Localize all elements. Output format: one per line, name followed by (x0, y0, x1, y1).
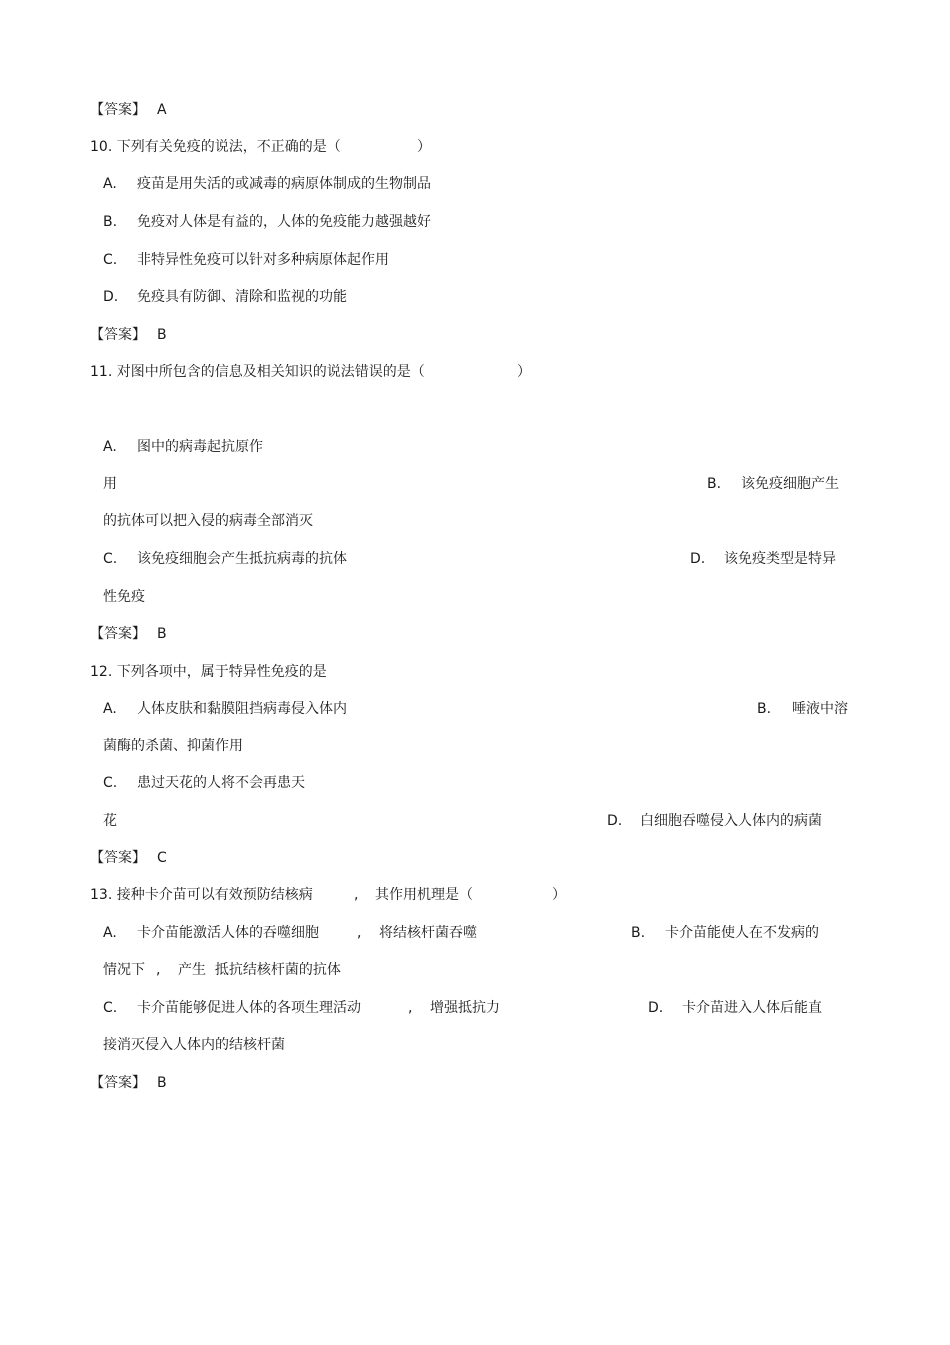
option-text-continued: 产生 抵抗结核杆菌的抗体 (178, 962, 341, 978)
option-text: 免疫具有防御、清除和监视的功能 (137, 289, 347, 305)
question-stem-close: ） (552, 887, 566, 903)
option-text-continued: 接消灭侵入人体内的结核杆菌 (103, 1037, 285, 1053)
question-stem: 10. 下列有关免疫的说法，不正确的是（ (90, 139, 341, 155)
question-stem: 12. 下列各项中，属于特异性免疫的是 (90, 664, 327, 680)
question-stem-comma: , (354, 887, 359, 903)
option-letter: A. (103, 925, 117, 941)
option-letter: C. (103, 1000, 118, 1016)
option-letter: B. (631, 925, 646, 941)
option-text: 该免疫类型是特异 (724, 551, 836, 567)
option-text: 非特异性免疫可以针对多种病原体起作用 (137, 252, 389, 268)
option-text: 人体皮肤和黏膜阻挡病毒侵入体内 (137, 701, 347, 717)
option-letter: C. (103, 252, 118, 268)
answer-value: A (157, 102, 167, 118)
answer-label: 【答案】 (90, 626, 146, 642)
answer-value: C (157, 850, 167, 866)
option-text: 唾液中溶 (792, 701, 848, 717)
option-text-rest: 增强抵抗力 (430, 1000, 500, 1016)
option-text: 图中的病毒起抗原作 (137, 439, 263, 455)
option-text-continued: 用 (103, 476, 117, 492)
question-stem-close: ） (517, 364, 531, 380)
option-text-continued: 菌酶的杀菌、抑菌作用 (103, 738, 243, 754)
option-text-continued: 性免疫 (103, 589, 145, 605)
answer-label: 【答案】 (90, 1075, 146, 1091)
option-text: 该免疫细胞会产生抵抗病毒的抗体 (137, 551, 347, 567)
option-text-continued: 的抗体可以把入侵的病毒全部消灭 (103, 513, 313, 529)
option-letter: D. (648, 1000, 664, 1016)
answer-value: B (157, 327, 167, 343)
answer-label: 【答案】 (90, 850, 146, 866)
option-letter: B. (707, 476, 722, 492)
option-letter: D. (607, 813, 623, 829)
option-letter: C. (103, 551, 118, 567)
option-letter: B. (103, 214, 118, 230)
option-comma: , (156, 962, 161, 978)
question-stem: 11. 对图中所包含的信息及相关知识的说法错误的是（ (90, 364, 425, 380)
option-letter: A. (103, 701, 117, 717)
option-letter: B. (757, 701, 772, 717)
option-text-continued: 情况下 (103, 962, 145, 978)
answer-value: B (157, 626, 167, 642)
option-text: 免疫对人体是有益的，人体的免疫能力越强越好 (137, 214, 431, 230)
option-comma: , (357, 925, 362, 941)
option-text: 卡介苗能够促进人体的各项生理活动 (137, 1000, 361, 1016)
question-stem: 13. 接种卡介苗可以有效预防结核病 (90, 887, 313, 903)
option-text: 白细胞吞噬侵入人体内的病菌 (640, 813, 822, 829)
option-text: 疫苗是用失活的或减毒的病原体制成的生物制品 (137, 176, 431, 192)
option-letter: C. (103, 775, 118, 791)
option-letter: A. (103, 439, 117, 455)
option-text-rest: 将结核杆菌吞噬 (379, 925, 477, 941)
option-text: 患过天花的人将不会再患天 (137, 775, 305, 791)
question-stem-rest: 其作用机理是（ (375, 887, 473, 903)
answer-label: 【答案】 (90, 327, 146, 343)
option-text: 卡介苗能激活人体的吞噬细胞 (137, 925, 319, 941)
option-letter: D. (690, 551, 706, 567)
option-text: 卡介苗进入人体后能直 (682, 1000, 822, 1016)
option-comma: , (408, 1000, 413, 1016)
option-letter: A. (103, 176, 117, 192)
option-text: 卡介苗能使人在不发病的 (665, 925, 819, 941)
option-text: 该免疫细胞产生 (741, 476, 839, 492)
answer-value: B (157, 1075, 167, 1091)
question-stem-close: ） (417, 139, 431, 155)
option-text-continued: 花 (103, 813, 117, 829)
answer-label: 【答案】 (90, 102, 146, 118)
option-letter: D. (103, 289, 119, 305)
